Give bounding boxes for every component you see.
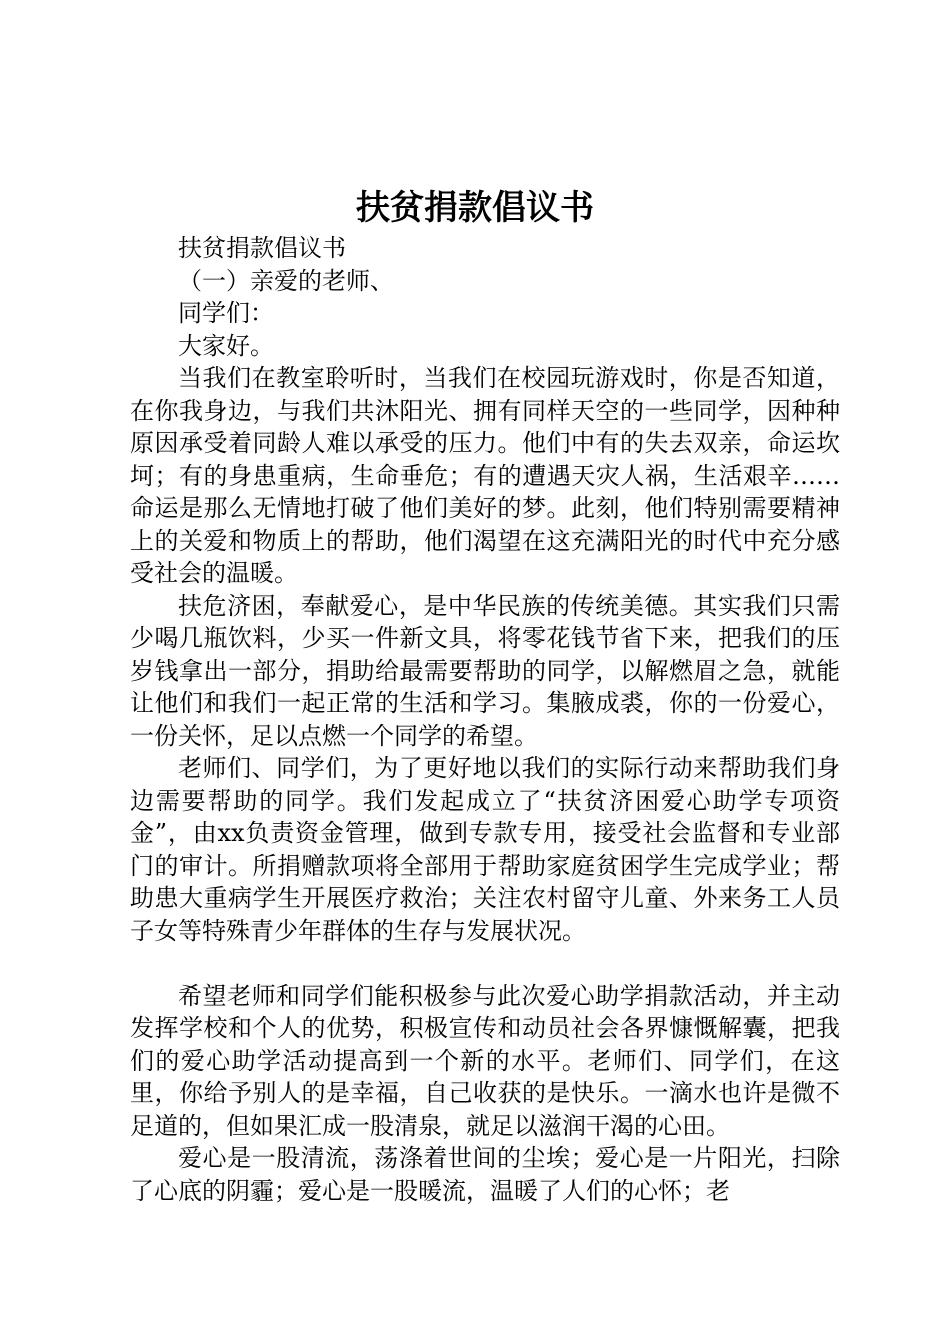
paragraph-heading: 扶贫捐款倡议书: [178, 234, 346, 262]
paragraph-body: 老师们、同学们，为了更好地以我们的实际行动来帮助我们身边需要帮助的同学。我们发起成立了“扶贫济困爱心助学专项资金”，由xx负责资金管理，做到专款专用，接受社会监督和专业部门的审计。所捐赠款项将全部用于帮助家庭贫困学生完成学业；帮助患大重病学生开展医疗救治；关注农村留守儿童、外来务工人员子女等特殊青少年群体的生存与发展状况。: [130, 754, 840, 945]
paragraph-body: 希望老师和同学们能积极参与此次爱心助学捐款活动，并主动发挥学校和个人的优势，积极宣传和动员社会各界慷慨解囊，把我们的爱心助学活动提高到一个新的水平。老师们、同学们，在这里，你给予别人的是幸福，自己收获的是快乐。一滴水也许是微不足道的，但如果汇成一股清泉，就足以滋润干渴的心田。: [130, 981, 840, 1140]
paragraph-salutation: （一）亲爱的老师、: [178, 266, 394, 295]
paragraph-greeting: 大家好。: [178, 331, 274, 360]
document-title: 扶贫捐款倡议书: [356, 188, 594, 228]
paragraph-salutation-cont: 同学们：: [178, 299, 274, 327]
paragraph-body: 爱心是一股清流，荡涤着世间的尘埃；爱心是一片阳光，扫除了心底的阴霾；爱心是一股暖流，温暖了人们的心怀；老: [130, 1144, 840, 1205]
paragraph-body: 扶危济困，奉献爱心，是中华民族的传统美德。其实我们只需少喝几瓶饮料，少买一件新文具，将零花钱节省下来，把我们的压岁钱拿出一部分，捐助给最需要帮助的同学，以解燃眉之急，就能让他们和我们一起正常的生活和学习。集腋成裘，你的一份爱心，一份关怀，足以点燃一个同学的希望。: [130, 591, 840, 750]
document-body: [130, 232, 840, 1207]
paragraph-body: 当我们在教室聆听时，当我们在校园玩游戏时，你是否知道，在你我身边，与我们共沐阳光、拥有同样天空的一些同学，因种种原因承受着同龄人难以承受的压力。他们中有的失去双亲，命运坎坷；有的身患重病，生命垂危；有的遭遇天灾人祸，生活艰辛……命运是那么无情地打破了他们美好的梦。此刻，他们特别需要精神上的关爱和物质上的帮助，他们渴望在这充满阳光的时代中充分感受社会的温暖。: [130, 364, 840, 587]
